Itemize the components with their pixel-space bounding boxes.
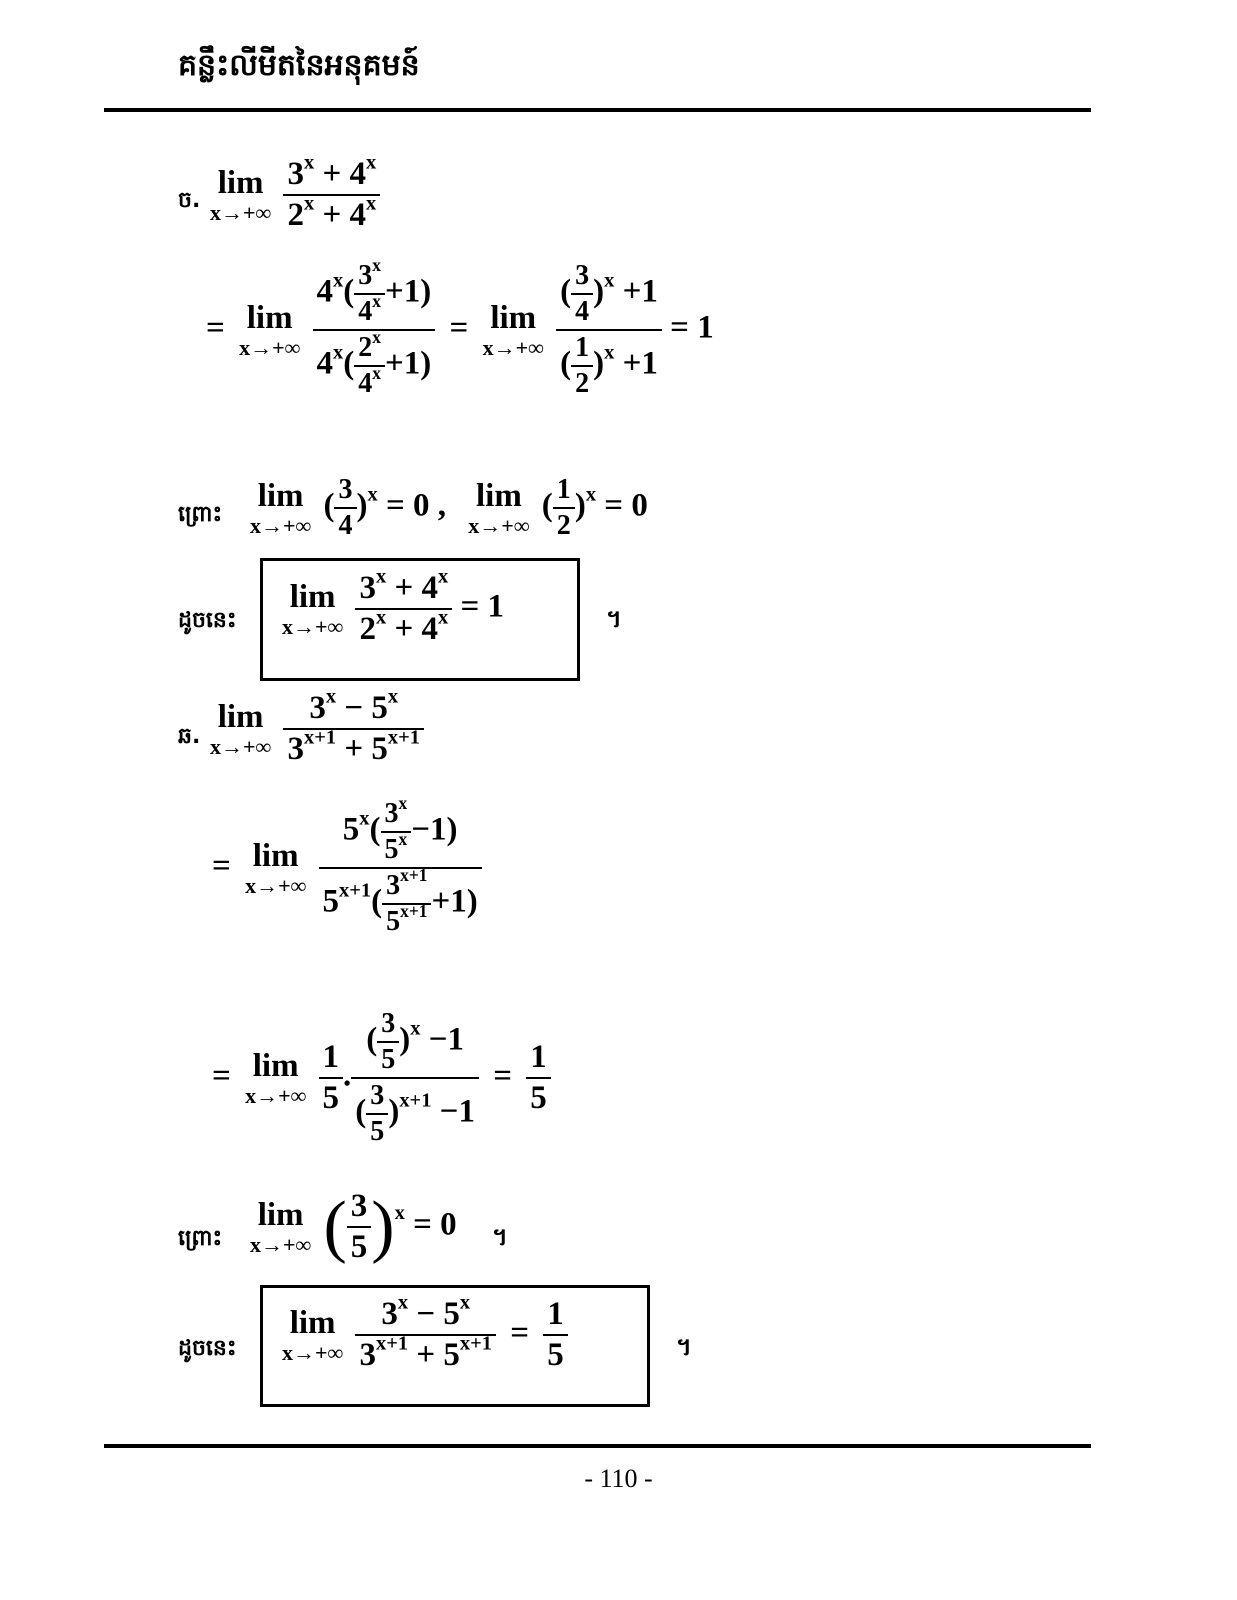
therefore-label-1: ដូចនេះ <box>178 608 237 633</box>
expr-ch-result: lim x→+∞ $\frac{3^x + 4^x}{2^x + 4^x}$ = 1 <box>282 565 505 647</box>
period-3: ។ <box>676 1333 692 1361</box>
page-header-title: គន្លឹះលីមីតនៃអនុគមន៍ <box>178 48 420 83</box>
expr-chh-because: lim x→+∞ ( $\frac{3}{5}$ )$^x$ = 0 <box>250 1188 457 1265</box>
expr-chh-step2: = lim x→+∞ $\frac{1}{5}$ . ( $\frac{3}{5}$ )$^x$ −1 ( $\frac{3}{5}$ )$^{x+1}$ −1 = $\frac{1}{5}$ <box>206 1010 551 1146</box>
expr-ch-because: lim x→+∞ ( $\frac{3}{4}$ )$^x$ = 0 , lim x→+∞ ( $\frac{1}{2}$ )$^x$ = 0 <box>250 474 648 542</box>
expr-chh-result: lim x→+∞ $\frac{3^x - 5^x}{3^{x+1} + 5^{x+1}}$ = $\frac{1}{5}$ <box>282 1298 568 1372</box>
because-label-2: ព្រោះ <box>178 1226 223 1251</box>
expr-ch-problem: lim x→+∞ $\frac{3^x + 4^x}{2^x + 4^x}$ <box>210 158 380 232</box>
part-label-ch: ច. <box>178 188 201 213</box>
period-2: ។ <box>492 1223 508 1251</box>
period-1: ។ <box>606 605 622 633</box>
expr-chh-step1: = lim x→+∞ 5$^x$( $\frac{3^x}{5^x}$ −1) $5^{x+1}$( $\frac{3^{x+1}}{5^{x+1}}$ +1) <box>206 800 482 936</box>
therefore-label-2: ដូចនេះ <box>178 1336 237 1361</box>
expr-ch-step1: = lim x→+∞ 4$^x$( $\frac{3^x}{4^x}$ +1) 4$^x$( $\frac{2^x}{4^x}$ +1) = lim x→+∞ ( $\frac{3}{4}$ )$^x$ +1 ( $\frac{1}{2}$ )$^x$ +1 = 1 <box>206 255 714 400</box>
footer-rule <box>104 1444 1091 1448</box>
because-label-1: ព្រោះ <box>178 502 223 527</box>
header-rule <box>104 108 1091 112</box>
expr-chh-problem: lim x→+∞ $\frac{3^x - 5^x}{3^{x+1} + 5^{x+1}}$ <box>210 692 424 766</box>
page-number: - 110 - <box>584 1464 653 1493</box>
part-label-chh: ឆ. <box>178 724 201 749</box>
